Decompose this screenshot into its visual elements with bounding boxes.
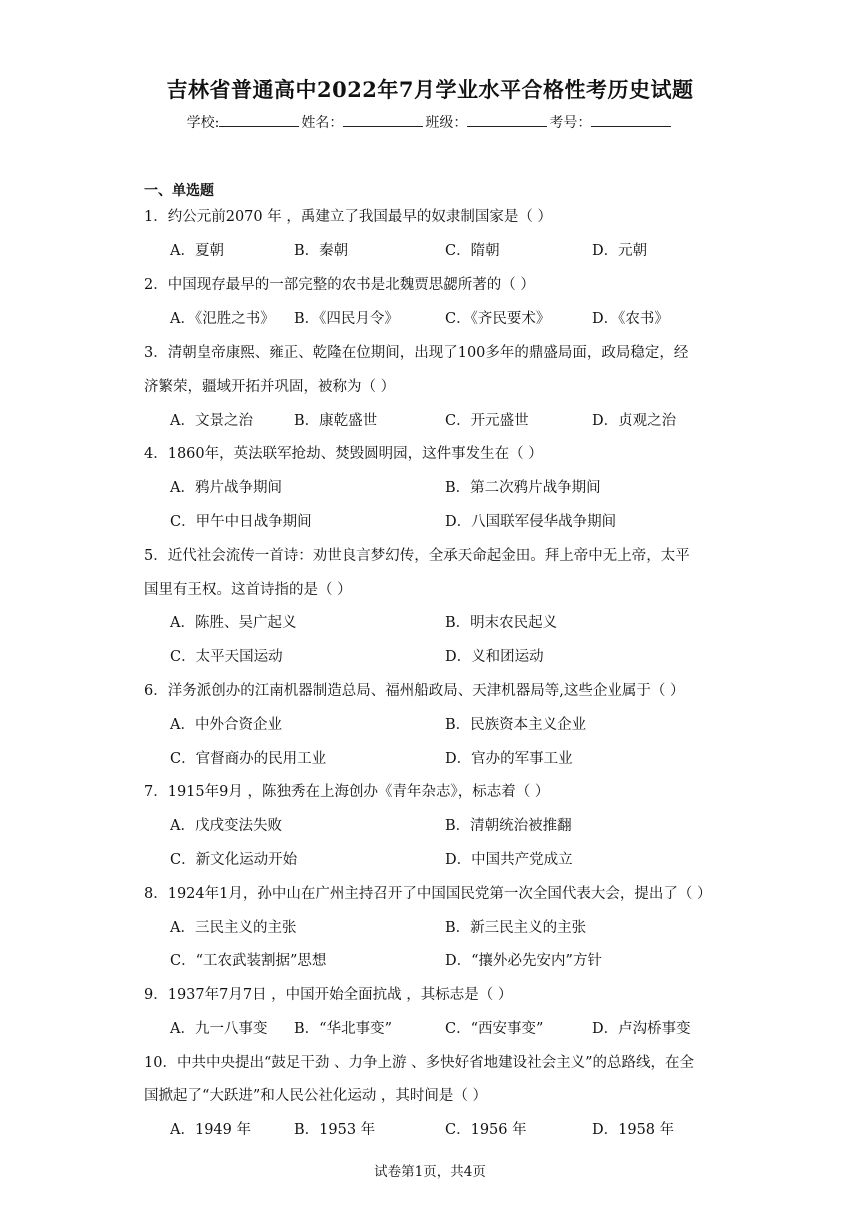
option-d: D．贞观之治 bbox=[592, 413, 677, 429]
question-8-options-row-1 bbox=[170, 911, 730, 945]
option-c: C．官督商办的民用工业 bbox=[170, 751, 327, 767]
name-label: 姓名： bbox=[301, 115, 344, 131]
option-c: C．《齐民要术》 bbox=[445, 311, 551, 327]
option-c: C．开元盛世 bbox=[445, 413, 529, 429]
question-8: 8．1924年1月，孙中山在广州主持召开了中国国民党第一次全国代表大会，提出了（ ） bbox=[144, 886, 712, 902]
question-1-options bbox=[170, 234, 730, 268]
question-3-line-2: 济繁荣，疆域开拓并巩固，被称为（ ） bbox=[144, 379, 396, 395]
question-7-options-row-2 bbox=[170, 843, 730, 877]
option-c: C．太平天国运动 bbox=[170, 649, 283, 665]
option-c: C．甲午中日战争期间 bbox=[170, 514, 312, 530]
option-a: A．中外合资企业 bbox=[170, 717, 282, 733]
option-b: B．康乾盛世 bbox=[294, 413, 378, 429]
option-d: D．卢沟桥事变 bbox=[592, 1021, 691, 1037]
option-c: C．隋朝 bbox=[445, 243, 500, 259]
option-b: B．“华北事变” bbox=[294, 1021, 392, 1037]
option-b: B．秦朝 bbox=[294, 243, 349, 259]
exam-number-blank bbox=[591, 114, 671, 127]
question-7: 7．1915年9月 ，陈独秀在上海创办《青年杂志》，标志着（ ） bbox=[144, 784, 550, 800]
option-b: B．新三民主义的主张 bbox=[445, 920, 587, 936]
option-c: C．新文化运动开始 bbox=[170, 852, 298, 868]
question-5-options-row-1 bbox=[170, 606, 730, 640]
exam-title: 吉林省普通高中2022年7月学业水平合格性考历史试题 bbox=[166, 77, 694, 102]
option-b: B．1953 年 bbox=[294, 1122, 376, 1138]
question-9: 9．1937年7月7日 ，中国开始全面抗战 ，其标志是（ ） bbox=[144, 987, 513, 1003]
name-blank bbox=[343, 114, 423, 127]
question-5-options-row-2 bbox=[170, 640, 730, 674]
option-b: B．民族资本主义企业 bbox=[445, 717, 587, 733]
question-10-options bbox=[170, 1113, 730, 1147]
question-3-options bbox=[170, 404, 730, 438]
option-b: B．第二次鸦片战争期间 bbox=[445, 480, 601, 496]
option-d: D．元朝 bbox=[592, 243, 648, 259]
question-6: 6．洋务派创办的江南机器制造总局、福州船政局、天津机器局等,这些企业属于（ ） bbox=[144, 683, 685, 699]
option-a: A．三民主义的主张 bbox=[170, 920, 297, 936]
option-a: A．九一八事变 bbox=[170, 1021, 268, 1037]
page-footer: 试卷第1页，共4页 bbox=[374, 1164, 486, 1180]
option-d: D．“攘外必先安内”方针 bbox=[445, 953, 602, 969]
class-label: 班级： bbox=[425, 115, 468, 131]
option-b: B．明末农民起义 bbox=[445, 615, 558, 631]
option-c: C．“工农武装割据”思想 bbox=[170, 953, 327, 969]
question-2-options bbox=[170, 302, 730, 336]
option-d: D．《农书》 bbox=[592, 311, 669, 327]
section-title: 一、单选题 bbox=[144, 183, 214, 199]
option-a: A．1949 年 bbox=[170, 1122, 251, 1138]
class-blank bbox=[467, 114, 547, 127]
option-b: B．《四民月令》 bbox=[294, 311, 399, 327]
question-8-options-row-2 bbox=[170, 944, 730, 978]
question-10-line-2: 国掀起了“大跃进”和人民公社化运动 ，其时间是（ ） bbox=[144, 1088, 488, 1104]
question-1: 1．约公元前2070 年 ，禹建立了我国最早的奴隶制国家是（ ） bbox=[144, 209, 552, 225]
student-info-row bbox=[0, 112, 860, 132]
question-5-line-2: 国里有王权。这首诗指的是（ ） bbox=[144, 582, 352, 598]
question-9-options bbox=[170, 1012, 730, 1046]
question-6-options-row-2 bbox=[170, 742, 730, 776]
option-b: B．清朝统治被推翻 bbox=[445, 818, 572, 834]
question-5: 5．近代社会流传一首诗：劝世良言梦幻传，全承天命起金田。拜上帝中无上帝，太平 bbox=[144, 548, 690, 564]
question-2: 2．中国现存最早的一部完整的农书是北魏贾思勰所著的（ ） bbox=[144, 277, 535, 293]
option-a: A．鸦片战争期间 bbox=[170, 480, 282, 496]
option-d: D．1958 年 bbox=[592, 1122, 675, 1138]
question-4: 4．1860年，英法联军抢劫、焚毁圆明园，这件事发生在（ ） bbox=[144, 446, 543, 462]
option-a: A．夏朝 bbox=[170, 243, 224, 259]
question-4-options-row-1 bbox=[170, 471, 730, 505]
option-a: A．《氾胜之书》 bbox=[170, 311, 275, 327]
option-a: A．戊戌变法失败 bbox=[170, 818, 282, 834]
question-4-options-row-2 bbox=[170, 505, 730, 539]
school-label: 学校: bbox=[186, 115, 220, 131]
option-d: D．官办的军事工业 bbox=[445, 751, 573, 767]
question-10: 10．中共中央提出“鼓足干劲 、力争上游 、多快好省地建设社会主义”的总路线，在全 bbox=[144, 1055, 694, 1071]
option-a: A．陈胜、吴广起义 bbox=[170, 615, 297, 631]
question-7-options-row-1 bbox=[170, 809, 730, 843]
question-6-options-row-1 bbox=[170, 708, 730, 742]
option-c: C．1956 年 bbox=[445, 1122, 527, 1138]
option-d: D．中国共产党成立 bbox=[445, 852, 573, 868]
school-blank bbox=[219, 114, 299, 127]
question-3: 3．清朝皇帝康熙、雍正、乾隆在位期间，出现了100多年的鼎盛局面，政局稳定，经 bbox=[144, 345, 689, 361]
option-d: D．八国联军侵华战争期间 bbox=[445, 514, 617, 530]
option-a: A．文景之治 bbox=[170, 413, 253, 429]
option-d: D．义和团运动 bbox=[445, 649, 544, 665]
exam-number-label: 考号： bbox=[549, 115, 592, 131]
option-c: C．“西安事变” bbox=[445, 1021, 544, 1037]
